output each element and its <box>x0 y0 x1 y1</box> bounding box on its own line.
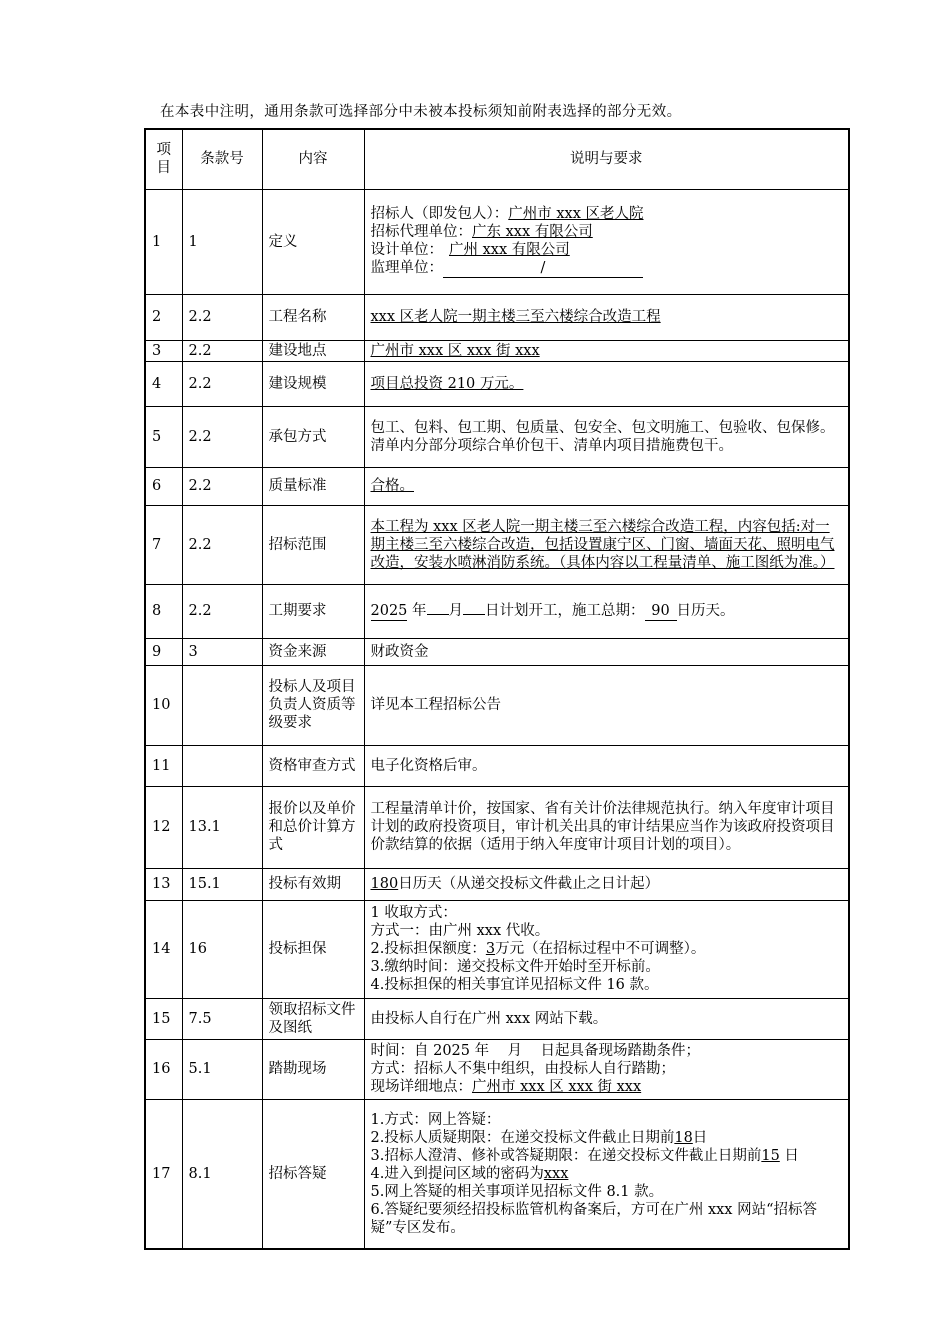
row-clause: 2.2 <box>182 505 262 584</box>
question-password: xxx <box>543 1165 569 1182</box>
row-no: 4 <box>145 361 182 406</box>
row-no: 10 <box>145 665 182 745</box>
row-desc: 1.方式：网上答疑： 2.投标人质疑期限：在递交投标文件截止日期前18日 3.招标人澄清、修补或答疑期限：在递交投标文件截止日期前15 日 4.进入到提问区域的密码为xxx 5.网上答疑的相关事项详见招标文件 8.1 款。 6.答疑纪要须经招投标监管机构备案后，方可在广州 xxx 网站“招标答疑”专区发布。 <box>364 1099 849 1249</box>
table-row <box>145 1039 849 1099</box>
row-desc: 财政资金 <box>364 638 849 665</box>
header-desc: 说明与要求 <box>364 129 849 189</box>
row-clause: 13.1 <box>182 786 262 868</box>
row-content: 投标有效期 <box>262 868 364 900</box>
row-content: 资金来源 <box>262 638 364 665</box>
row-clause: 2.2 <box>182 467 262 505</box>
table-header-row <box>145 129 849 189</box>
row-desc: 本工程为 xxx 区老人院一期主楼三至六楼综合改造工程，内容包括:对一期主楼三至六楼综合改造，包括设置康宁区、门窗、墙面天花、照明电气改造，安装水喷淋消防系统。（具体内容以工程量清单、施工图纸为准。） <box>364 505 849 584</box>
row-no: 1 <box>145 189 182 294</box>
row-content: 投标人及项目负责人资质等级要求 <box>262 665 364 745</box>
row-clause: 3 <box>182 638 262 665</box>
table-row <box>145 406 849 467</box>
row-clause: 2.2 <box>182 584 262 638</box>
row-content: 定义 <box>262 189 364 294</box>
row-content: 建设地点 <box>262 340 364 361</box>
row-content: 招标答疑 <box>262 1099 364 1249</box>
table-row <box>145 786 849 868</box>
row-no: 14 <box>145 900 182 998</box>
row-content: 工期要求 <box>262 584 364 638</box>
row-clause: 2.2 <box>182 406 262 467</box>
row-no: 6 <box>145 467 182 505</box>
row-no: 13 <box>145 868 182 900</box>
table-row <box>145 638 849 665</box>
row-clause: 2.2 <box>182 361 262 406</box>
clarify-deadline-days: 15 <box>761 1147 780 1164</box>
row-desc: 180日历天（从递交投标文件截止之日计起） <box>364 868 849 900</box>
row-desc: 由投标人自行在广州 xxx 网站下载。 <box>364 998 849 1039</box>
row-desc: 时间：自 2025 年 月 日起具备现场踏勘条件； 方式：招标人不集中组织，由投标人自行踏勘； 现场详细地点：广州市 xxx 区 xxx 街 xxx <box>364 1039 849 1099</box>
tender-data-table <box>144 128 850 1250</box>
table-row <box>145 189 849 294</box>
row-clause: 7.5 <box>182 998 262 1039</box>
row-content: 承包方式 <box>262 406 364 467</box>
row-content: 踏勘现场 <box>262 1039 364 1099</box>
guarantee-amount: 3 <box>485 941 496 957</box>
row-desc: 招标人（即发包人）：广州市 xxx 区老人院 招标代理单位：广东 xxx 有限公司 设计单位： 广州 xxx 有限公司 监理单位： / <box>364 189 849 294</box>
header-no: 项目 <box>145 129 182 189</box>
row-desc: 详见本工程招标公告 <box>364 665 849 745</box>
row-clause: 1 <box>182 189 262 294</box>
table-row <box>145 505 849 584</box>
row-no: 2 <box>145 294 182 340</box>
header-clause: 条款号 <box>182 129 262 189</box>
row-clause: 2.2 <box>182 340 262 361</box>
row-desc: 工程量清单计价，按国家、省有关计价法律规范执行。纳入年度审计项目计划的政府投资项目，审计机关出具的审计结果应当作为该政府投资项目价款结算的依据（适用于纳入年度审计项目计划的项目）。 <box>364 786 849 868</box>
row-desc: 广州市 xxx 区 xxx 街 xxx <box>364 340 849 361</box>
row-desc: xxx 区老人院一期主楼三至六楼综合改造工程 <box>364 294 849 340</box>
row-no: 12 <box>145 786 182 868</box>
row-desc: 包工、包料、包工期、包质量、包安全、包文明施工、包验收、包保修。清单内分部分项综合单价包干、清单内项目措施费包干。 <box>364 406 849 467</box>
duration-days: 90 <box>645 602 677 621</box>
table-row <box>145 1099 849 1249</box>
table-row <box>145 900 849 998</box>
row-content: 工程名称 <box>262 294 364 340</box>
row-no: 5 <box>145 406 182 467</box>
table-row <box>145 294 849 340</box>
row-content: 招标范围 <box>262 505 364 584</box>
supervisor-name: / <box>443 259 643 278</box>
row-no: 7 <box>145 505 182 584</box>
row-no: 17 <box>145 1099 182 1249</box>
row-no: 16 <box>145 1039 182 1099</box>
row-no: 11 <box>145 745 182 786</box>
row-no: 8 <box>145 584 182 638</box>
row-desc: 1 收取方式： 方式一：由广州 xxx 代收。 2.投标担保额度：3万元（在招标过程中不可调整）。 3.缴纳时间：递交投标文件开始时至开标前。 4.投标担保的相关事宜详见招标文件 16 款。 <box>364 900 849 998</box>
start-year: 2025 <box>370 602 408 619</box>
row-content: 质量标准 <box>262 467 364 505</box>
row-no: 15 <box>145 998 182 1039</box>
table-row <box>145 745 849 786</box>
row-clause <box>182 745 262 786</box>
table-row <box>145 868 849 900</box>
row-clause: 16 <box>182 900 262 998</box>
row-desc: 合格。 <box>364 467 849 505</box>
row-content: 领取招标文件及图纸 <box>262 998 364 1039</box>
table-row <box>145 467 849 505</box>
table-row <box>145 998 849 1039</box>
row-content: 投标担保 <box>262 900 364 998</box>
table-row <box>145 340 849 361</box>
row-clause: 8.1 <box>182 1099 262 1249</box>
row-desc: 电子化资格后审。 <box>364 745 849 786</box>
row-clause <box>182 665 262 745</box>
designer-name: 广州 xxx 有限公司 <box>449 242 570 258</box>
row-content: 建设规模 <box>262 361 364 406</box>
agent-name: 广东 xxx 有限公司 <box>472 224 593 240</box>
intro-note: 在本表中注明，通用条款可选择部分中未被本投标须知前附表选择的部分无效。 <box>160 104 682 120</box>
row-clause: 2.2 <box>182 294 262 340</box>
row-clause: 15.1 <box>182 868 262 900</box>
row-content: 资格审查方式 <box>262 745 364 786</box>
site-address: 广州市 xxx 区 xxx 街 xxx <box>472 1079 642 1095</box>
row-clause: 5.1 <box>182 1039 262 1099</box>
query-deadline-days: 18 <box>674 1129 693 1146</box>
table-row <box>145 361 849 406</box>
validity-days: 180 <box>370 876 399 892</box>
row-desc: 2025 年 月 日计划开工，施工总期： 90 日历天。 <box>364 584 849 638</box>
row-no: 9 <box>145 638 182 665</box>
table-row <box>145 665 849 745</box>
row-desc: 项目总投资 210 万元。 <box>364 361 849 406</box>
tenderer-name: 广州市 xxx 区老人院 <box>508 206 644 222</box>
table-row <box>145 584 849 638</box>
row-no: 3 <box>145 340 182 361</box>
row-content: 报价以及单价和总价计算方式 <box>262 786 364 868</box>
header-content: 内容 <box>262 129 364 189</box>
